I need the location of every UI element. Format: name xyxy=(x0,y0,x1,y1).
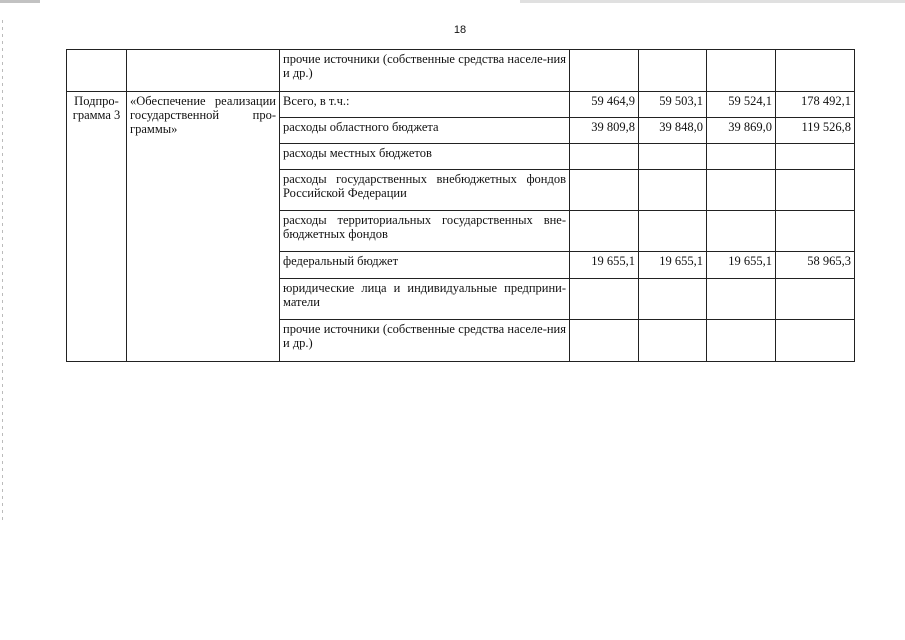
value-total: 119 526,8 xyxy=(776,118,855,144)
table-row xyxy=(67,50,855,92)
budget-table xyxy=(66,49,855,362)
value-total xyxy=(776,211,855,252)
value-year-1 xyxy=(570,144,639,170)
subprogram-name: «Обеспечение реализации государственной про-граммы» xyxy=(127,92,280,362)
value-total xyxy=(776,170,855,211)
value-year-2: 19 655,1 xyxy=(639,252,707,279)
funding-source: Всего, в т.ч.: xyxy=(280,92,570,118)
scan-margin-line xyxy=(2,20,3,520)
value-year-2 xyxy=(639,144,707,170)
value-year-1 xyxy=(570,320,639,362)
funding-source: расходы территориальных государственных вне-бюджетных фондов xyxy=(280,211,570,252)
value-year-1: 39 809,8 xyxy=(570,118,639,144)
table-row xyxy=(67,92,855,118)
value-year-3 xyxy=(707,170,776,211)
value-year-1 xyxy=(570,279,639,320)
funding-source: расходы областного бюджета xyxy=(280,118,570,144)
value-year-2 xyxy=(639,279,707,320)
value-year-2: 59 503,1 xyxy=(639,92,707,118)
value-total xyxy=(776,279,855,320)
value-year-1: 19 655,1 xyxy=(570,252,639,279)
subprogram-number: Подпро-грамма 3 xyxy=(67,92,127,362)
program-name-cell xyxy=(127,50,280,92)
value-year-3 xyxy=(707,144,776,170)
value-year-3 xyxy=(707,211,776,252)
value-year-2 xyxy=(639,50,707,92)
value-year-2 xyxy=(639,170,707,211)
value-total xyxy=(776,320,855,362)
value-year-3 xyxy=(707,279,776,320)
value-year-1 xyxy=(570,211,639,252)
value-year-3 xyxy=(707,320,776,362)
funding-source: расходы государственных внебюджетных фондов Российской Федерации xyxy=(280,170,570,211)
value-year-3 xyxy=(707,50,776,92)
value-total: 178 492,1 xyxy=(776,92,855,118)
funding-source: расходы местных бюджетов xyxy=(280,144,570,170)
value-year-3: 19 655,1 xyxy=(707,252,776,279)
value-year-1: 59 464,9 xyxy=(570,92,639,118)
value-year-3: 59 524,1 xyxy=(707,92,776,118)
page-number: 18 xyxy=(453,24,467,36)
value-total xyxy=(776,50,855,92)
funding-source: юридические лица и индивидуальные предприни-матели xyxy=(280,279,570,320)
funding-source: федеральный бюджет xyxy=(280,252,570,279)
value-year-1 xyxy=(570,170,639,211)
value-year-2 xyxy=(639,211,707,252)
value-year-2: 39 848,0 xyxy=(639,118,707,144)
funding-source: прочие источники (собственные средства населе-ния и др.) xyxy=(280,320,570,362)
value-total xyxy=(776,144,855,170)
value-year-1 xyxy=(570,50,639,92)
value-total: 58 965,3 xyxy=(776,252,855,279)
program-number-cell xyxy=(67,50,127,92)
value-year-2 xyxy=(639,320,707,362)
scan-edge xyxy=(0,0,905,3)
value-year-3: 39 869,0 xyxy=(707,118,776,144)
funding-source: прочие источники (собственные средства населе-ния и др.) xyxy=(280,50,570,92)
